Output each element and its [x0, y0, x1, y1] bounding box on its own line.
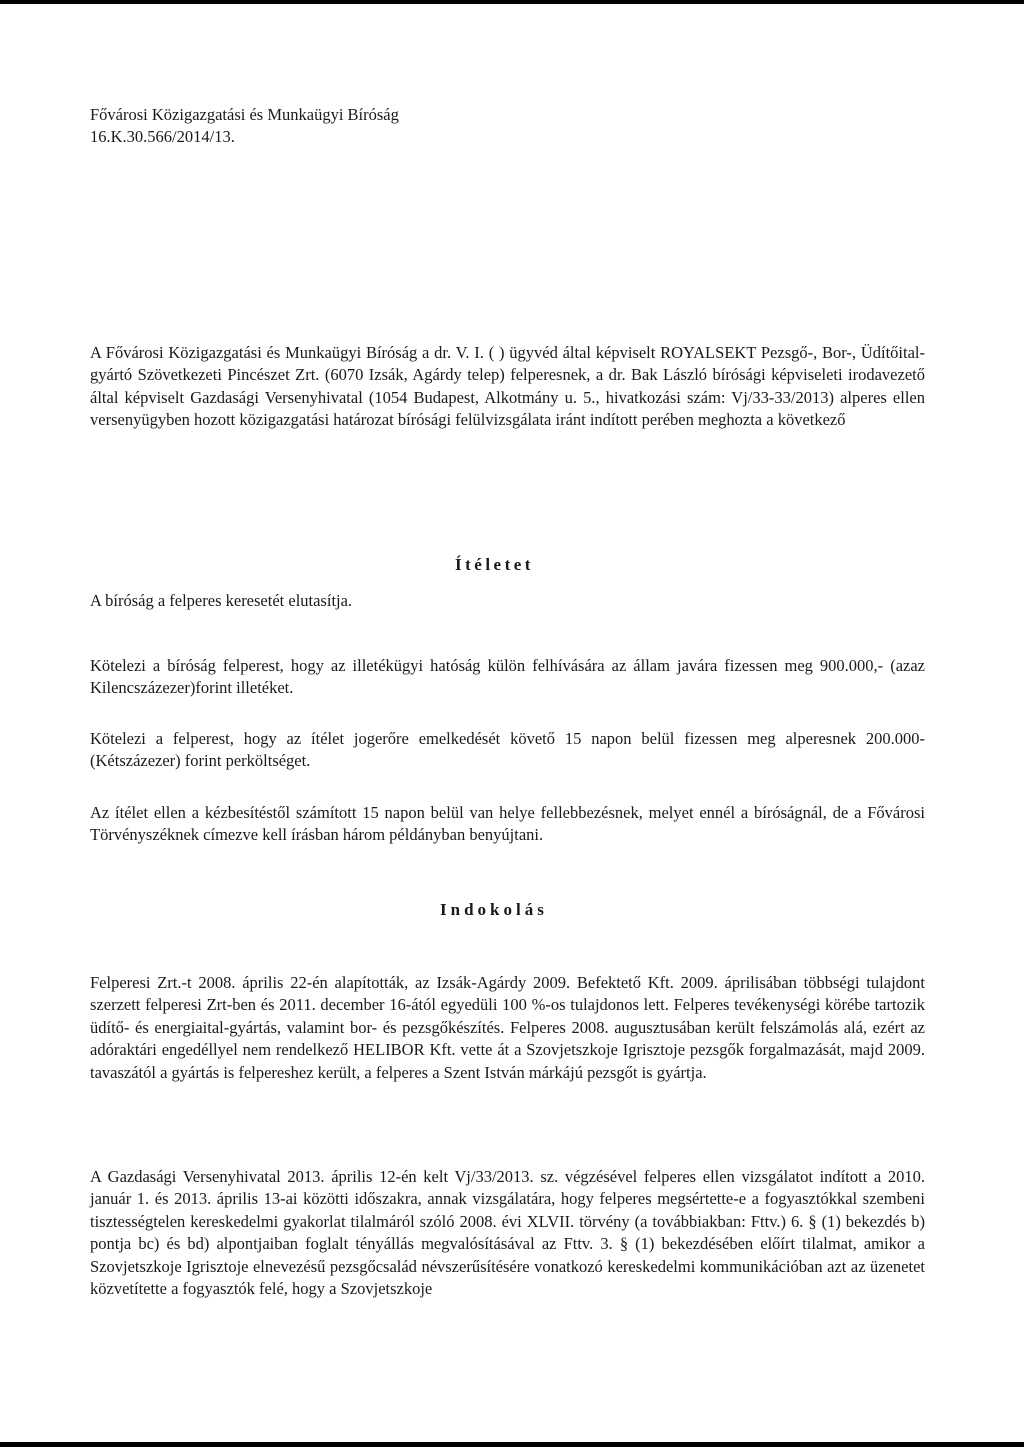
court-name: Fővárosi Közigazgatási és Munkaügyi Bíróság — [90, 105, 399, 124]
decision-line — [90, 590, 925, 612]
fee-paragraph — [90, 655, 925, 700]
appeal-paragraph — [90, 802, 925, 847]
facts-text: Felperesi Zrt.-t 2008. április 22-én alapították, az Izsák-Agárdy 2009. Befektető Kft. 2009. áprilisában többségi tulajdont szerzett felperesi Zrt-ben és 2011. december 16-ától egyedüli 100 %-os tulajdonos lett. Felperes tevékenységi körébe tartozik üdítő- és energiaital-gyártás, valamint bor- és pezsgőkészítés. Felperes 2008. augusztusában került felszámolás alá, ezért az adóraktári engedéllyel nem rendelkező HELIBOR Kft. vette át a Szovjetszkoje Igrisztoje pezsgők forgalmazását, majd 2009. tavaszától a gyártás is felpereshez került, a felperes a Szent István márkájú pezsgőt is gyártja. — [90, 973, 925, 1082]
reasoning-title: Indokolás — [440, 900, 548, 919]
fee-text: Kötelezi a bíróság felperest, hogy az illetékügyi hatóság külön felhívására az állam javára fizessen meg 900.000,- (azaz Kilencszázezer)forint illetéket. — [90, 656, 925, 698]
case-number: 16.K.30.566/2014/13. — [90, 127, 235, 146]
gvh-text: A Gazdasági Versenyhivatal 2013. április 12-én kelt Vj/33/2013. sz. végzésével felperes ellen vizsgálatot indított a 2010. január 1. és 2013. április 13-ai közötti időszakra, annak vizsgálatára, hogy felperes megsértette-e a fogyasztókkal szembeni tisztességtelen kereskedelmi gyakorlat tilalmáról szóló 2008. évi XLVII. törvény (a továbbiakban: Fttv.) 6. § (1) bekezdés b) pontja bc) és bd) alpontjaiban foglalt tényállás megvalósításával az Fttv. 3. § (1) bekezdésében előírt tilalmat, amikor a Szovjetszkoje Igrisztoje elnevezésű pezsgőcsalád névszerűsítésére vonatkozó kereskedelmi kommunikációban azt az üzenetet közvetítette a fogyasztók felé, hogy a Szovjetszkoje — [90, 1167, 925, 1299]
facts-paragraph — [90, 972, 925, 1084]
costs-text: Kötelezi a felperest, hogy az ítélet jogerőre emelkedését követő 15 napon belül fizessen meg alperesnek 200.000- (Kétszázezer) forint perköltséget. — [90, 729, 925, 771]
decision-text: A bíróság a felperes keresetét elutasítja. — [90, 591, 353, 610]
appeal-text: Az ítélet ellen a kézbesítéstől számított 15 napon belül van helye fellebbezésnek, melyet ennél a bíróságnál, de a Fővárosi Törvényszéknek címezve kell írásban három példányban benyújtani. — [90, 803, 925, 845]
scan-border-top — [0, 0, 1024, 4]
costs-paragraph — [90, 728, 925, 773]
judgment-title: Ítéletet — [455, 555, 534, 574]
intro-text: A Fővárosi Közigazgatási és Munkaügyi Bíróság a dr. V. I. ( ) ügyvéd által képviselt ROYALSEKT Pezsgő-, Bor-, Üdítőital-gyártó Szövetkezeti Pincészet Zrt. (6070 Izsák, Agárdy telep) felperesnek, a dr. Bak László bírósági képviseleti irodavezető által képviselt Gazdasági Versenyhivatal (1054 Budapest, Alkotmány u. 5., hivatkozási szám: Vj/33-33/2013) alperes ellen versenyügyben hozott közigazgatási határozat bírósági felülvizsgálata iránt indított perében meghozta a következő — [90, 343, 925, 430]
gvh-paragraph — [90, 1166, 925, 1300]
intro-paragraph — [90, 342, 925, 432]
document-header — [90, 104, 399, 148]
scan-border-bottom — [0, 1442, 1024, 1447]
